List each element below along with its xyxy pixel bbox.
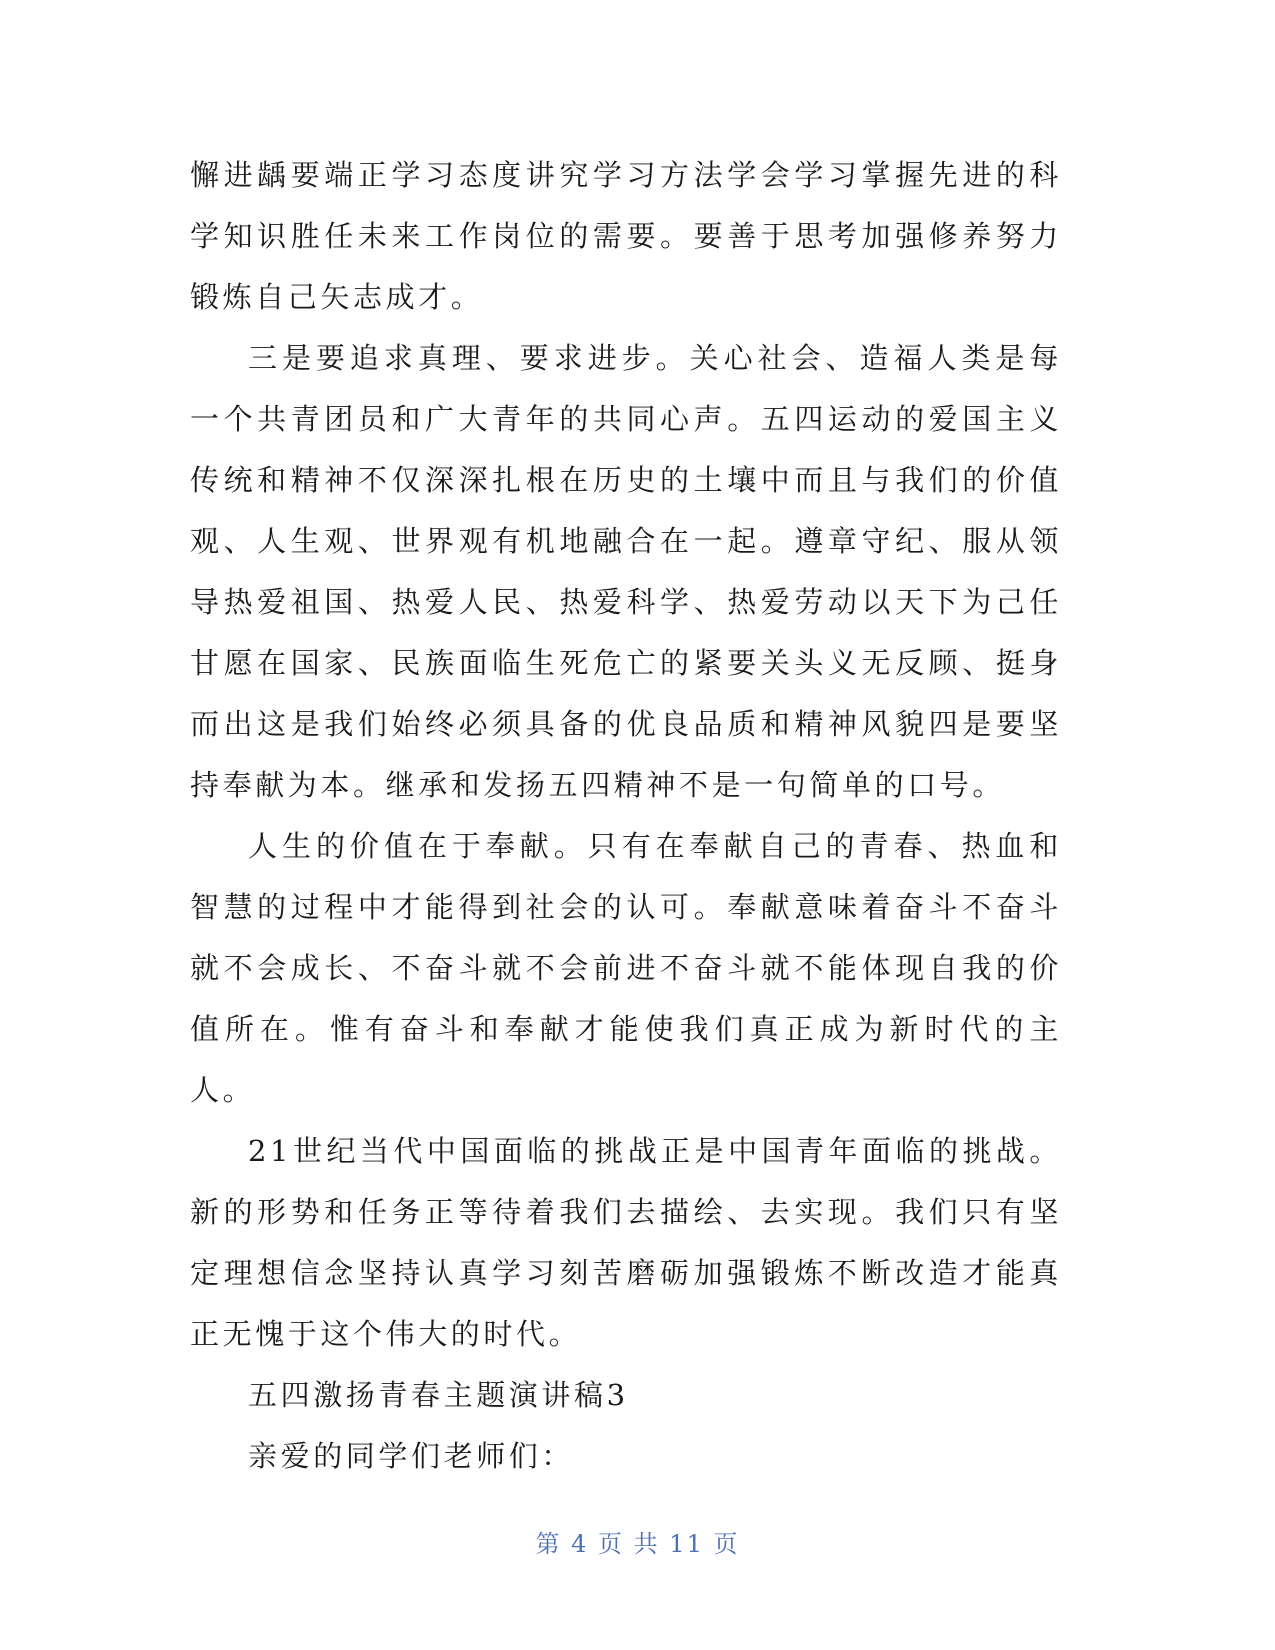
salutation: 亲爱的同学们老师们：	[248, 1439, 575, 1473]
paragraph-value-of-life: 人生的价值在于奉献。只有在奉献自己的青春、热血和智慧的过程中才能得到社会的认可。奉献意味着奋斗不奋斗就不会成长、不奋斗就不会前进不奋斗就不能体现自我的价值所在。惟有奋斗和奉献才能使我们真正成为新时代的主人。	[190, 829, 1062, 1107]
paragraph-continued: 懈进龋要端正学习态度讲究学习方法学会学习掌握先进的科学知识胜任未来工作岗位的需要。要善于思考加强修养努力锻炼自己矢志成才。	[190, 158, 1062, 314]
paragraph-21st-century: 21世纪当代中国面临的挑战正是中国青年面临的挑战。新的形势和任务正等待着我们去描绘、去实现。我们只有坚定理想信念坚持认真学习刻苦磨砺加强锻炼不断改造才能真正无愧于这个伟大的时代。	[190, 1134, 1062, 1351]
section-heading: 五四激扬青春主题演讲稿3	[248, 1378, 629, 1412]
document-body	[190, 145, 1062, 1487]
page-number-footer: 第 4 页 共 11 页	[535, 1530, 740, 1558]
paragraph-truth-progress: 三是要追求真理、要求进步。关心社会、造福人类是每一个共青团员和广大青年的共同心声。五四运动的爱国主义传统和精神不仅深深扎根在历史的土壤中而且与我们的价值观、人生观、世界观有机地融合在一起。遵章守纪、服从领导热爱祖国、热爱人民、热爱科学、热爱劳动以天下为己任甘愿在国家、民族面临生死危亡的紧要关头义无反顾、挺身而出这是我们始终必须具备的优良品质和精神风貌四是要坚持奉献为本。继承和发扬五四精神不是一句简单的口号。	[190, 341, 1062, 802]
